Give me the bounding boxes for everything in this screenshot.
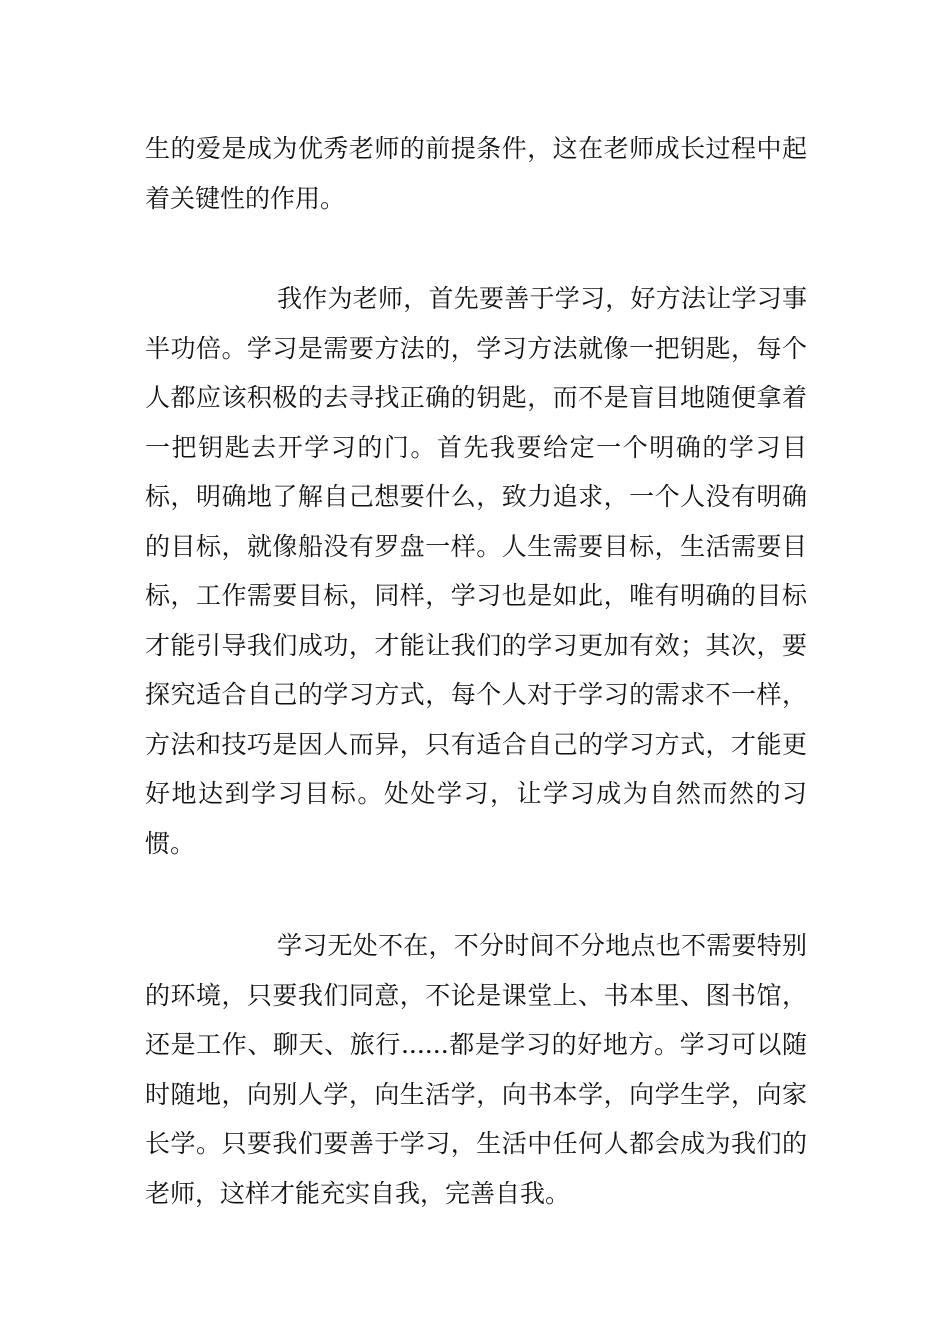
paragraph-1: 生的爱是成为优秀老师的前提条件，这在老师成长过程中起着关键性的作用。 (145, 134, 807, 213)
paragraph-2: 我作为老师，首先要善于学习，好方法让学习事半功倍。学习是需要方法的，学习方法就像一把钥匙，每个人都应该积极的去寻找正确的钥匙，而不是盲目地随便拿着一把钥匙去开学习的门。首先我要给定一个明确的学习目标，明确地了解自己想要什么，致力追求，一个人没有明确的目标，就像船没有罗盘一样。人生需要目标，生活需要目标，工作需要目标，同样，学习也是如此，唯有明确的目标才能引导我们成功，才能让我们的学习更加有效；其次，要探究适合自己的学习方式，每个人对于学习的需求不一样，方法和技巧是因人而异，只有适合自己的学习方式，才能更好地达到学习目标。处处学习，让学习成为自然而然的习惯。 (145, 284, 807, 858)
paragraph-3: 学习无处不在，不分时间不分地点也不需要特别的环境，只要我们同意，不论是课堂上、书本里、图书馆，还是工作、聊天、旅行......都是学习的好地方。学习可以随时随地，向别人学，向生活学，向书本学，向学生学，向家长学。只要我们要善于学习，生活中任何人都会成为我们的老师，这样才能充实自我，完善自我。 (145, 931, 807, 1208)
